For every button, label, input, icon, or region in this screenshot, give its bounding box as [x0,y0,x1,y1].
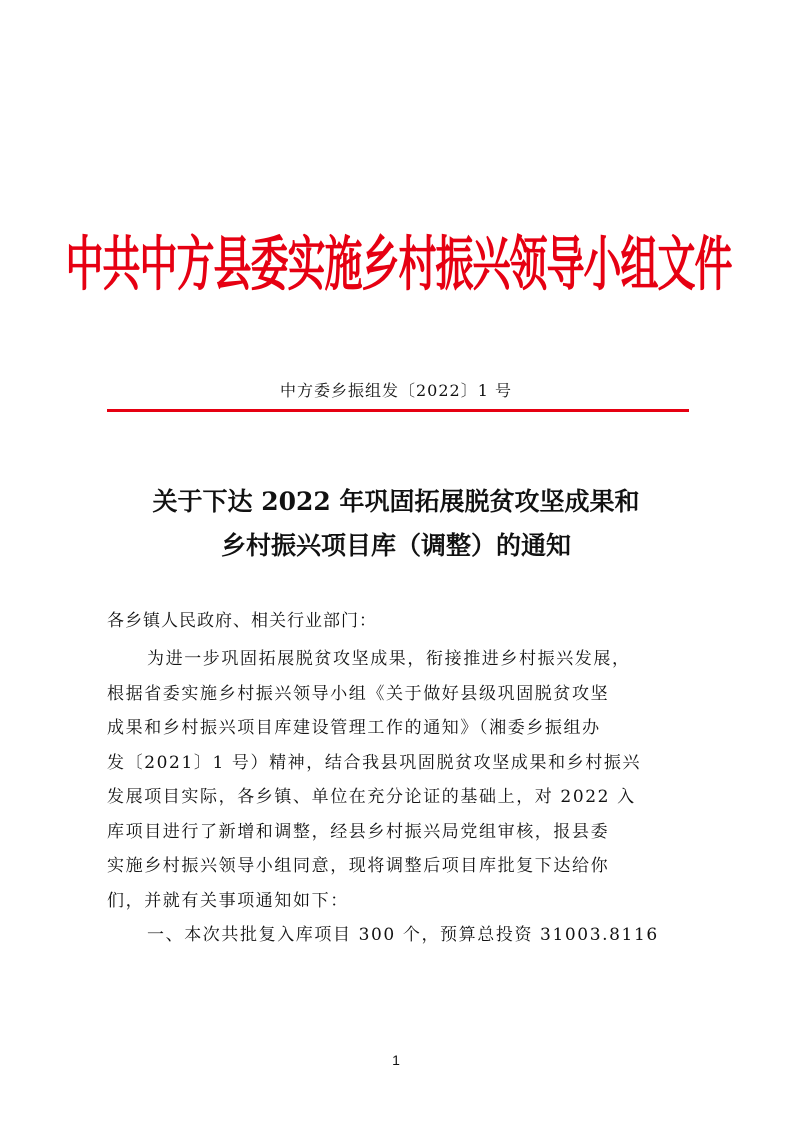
notice-title [90,480,702,568]
body-line: 成果和乡村振兴项目库建设管理工作的通知》（湘委乡振组办 [107,718,601,738]
page-number: 1 [392,1052,400,1068]
body-text [107,642,691,953]
notice-title-line-2: 乡村振兴项目库（调整）的通知 [220,531,571,560]
body-line: 发〔2021〕1 号）精神，结合我县巩固脱贫攻坚成果和乡村振兴 [107,752,642,773]
body-line: 实施乡村振兴领导小组同意，现将调整后项目库批复下达给你 [107,856,610,876]
body-line: 发展项目实际，各乡镇、单位在充分论证的基础上，对 2022 入 [107,787,636,807]
issuing-authority-title: 中共中方县委实施乡村振兴领导小组文件 [65,227,732,298]
salutation: 各乡镇人民政府、相关行业部门： [107,611,377,631]
body-line: 一、本次共批复入库项目 300 个，预算总投资 31003.8116 [147,925,659,945]
body-line: 库项目进行了新增和调整，经县乡村振兴局党组审核，报县委 [107,821,610,842]
body-line: 为进一步巩固拓展脱贫攻坚成果，衔接推进乡村振兴发展， [147,649,631,669]
body-line: 们，并就有关事项通知如下： [107,890,349,911]
notice-title-line-1: 关于下达 2022 年巩固拓展脱贫攻坚成果和 [152,487,640,516]
document-number: 中方委乡振组发〔2022〕1 号 [280,381,512,400]
red-separator-line [107,409,689,412]
body-line: 根据省委实施乡村振兴领导小组《关于做好县级巩固脱贫攻坚 [107,683,610,704]
